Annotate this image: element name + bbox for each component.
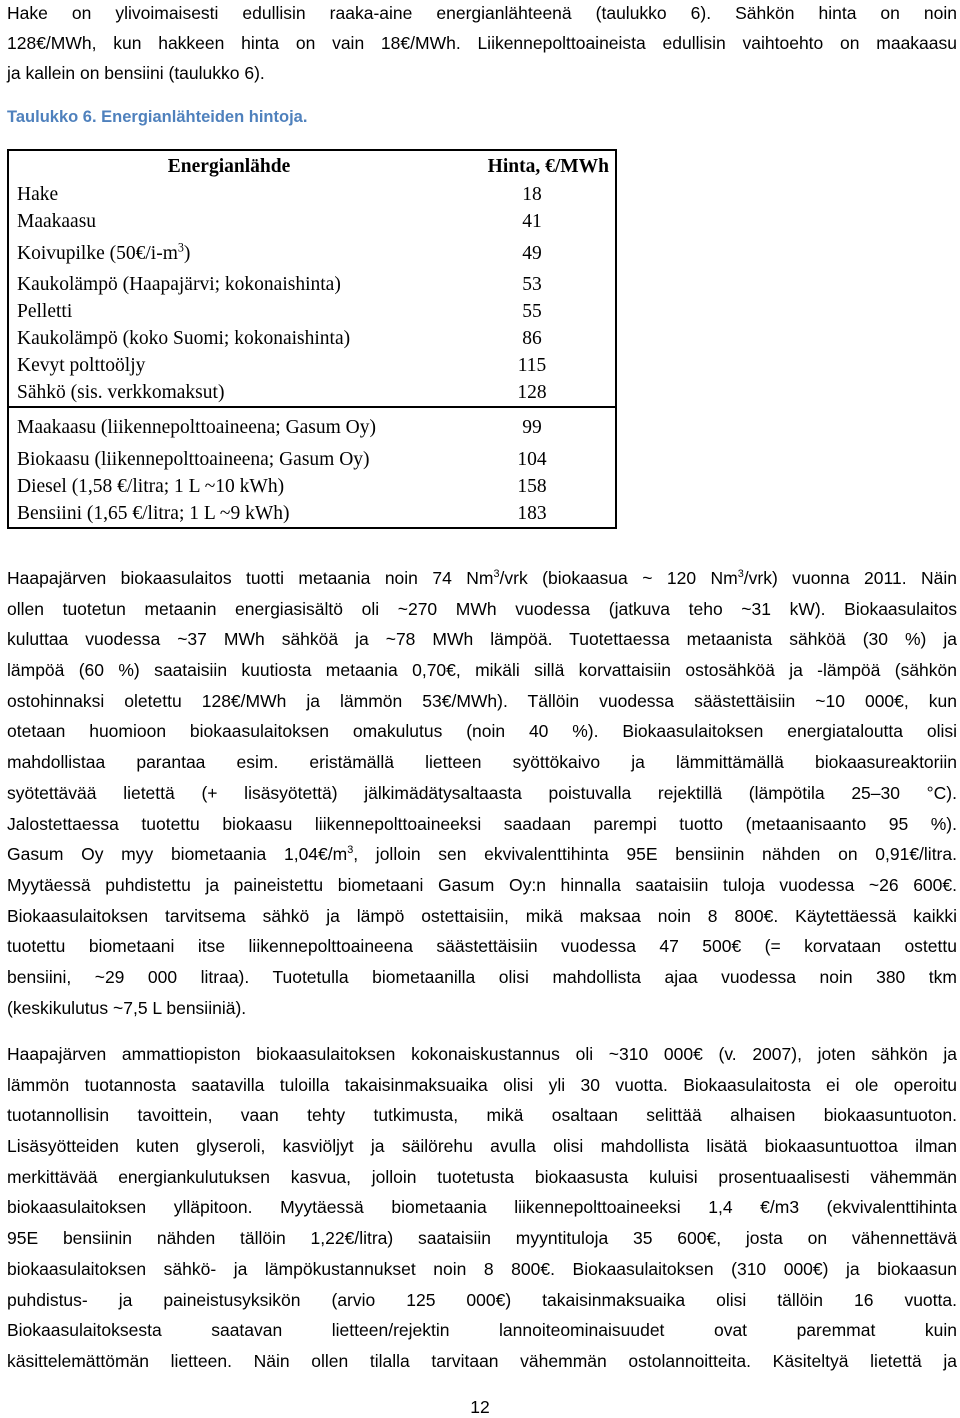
text-line: Biokaasulaitoksen tarvitsema sähkö ja lämpö ostettaisiin, mikä maksaa noin 8 800€. Käytettäessä kaikki bbox=[7, 905, 957, 926]
superscript: 3 bbox=[493, 568, 500, 581]
row-energy-source: Maakaasu (liikennepolttoaineena; Gasum Oy) bbox=[8, 407, 449, 446]
text-line: mahdollistaa parantaa esim. eristämällä lietteen syöttökaivo ja lämmittämällä biokaasureaktoriin bbox=[7, 752, 957, 773]
superscript: 3 bbox=[737, 568, 744, 581]
text-line: puhdistus- ja paineistusyksikön (arvio 125 000€) takaisinmaksuaika olisi tällöin 16 vuotta. bbox=[7, 1289, 957, 1310]
row-price: 158 bbox=[517, 476, 547, 497]
table-row bbox=[8, 473, 616, 500]
intro-paragraph bbox=[7, 0, 957, 90]
text-line: Jalostettaessa tuotettu biokaasu liikennepolttoaineeksi saadaan parempi tuotto (metaanisaanto 95 %). bbox=[7, 813, 957, 834]
row-energy-source: Hake bbox=[17, 184, 59, 205]
row-price: 18 bbox=[522, 184, 542, 205]
text-line: biokaasulaitoksen sähkö- ja lämpökustannukset noin 8 800€. Biokaasulaitoksen (310 000€) ja biokaasun bbox=[7, 1258, 957, 1279]
page-number: 12 bbox=[470, 1397, 490, 1417]
row-energy-source: Pelletti bbox=[17, 301, 73, 322]
text-line bbox=[7, 840, 957, 871]
text-line: bensiini, ~29 000 litraa). Tuotetulla biometaanilla olisi mahdollista ajaa vuodessa noin 380 tkm bbox=[7, 966, 957, 987]
text-line: (keskikulutus ~7,5 L bensiiniä). bbox=[7, 997, 247, 1018]
table-row bbox=[8, 181, 616, 208]
text-line: 95E bensiinin nähden tällöin 1,22€/litra) saataisiin myyntituloja 35 600€, josta on vähennettävä bbox=[7, 1228, 957, 1249]
row-energy-source: Diesel (1,58 €/litra; 1 L ~10 kWh) bbox=[17, 476, 285, 497]
text-line: ollen tuotetun metaanin energiasisältö oli ~270 MWh vuodessa (jatkuva teho ~31 kW). Biokaasulaitos bbox=[7, 598, 957, 619]
text-line: käsittelemättömän lietteen. Näin ollen tilalla tarvitaan vähemmän ostolannoitteita. Käsiteltyä lietettä ja bbox=[7, 1350, 957, 1371]
text-line: tuotannollisin tavoittein, vaan tehty tutkimusta, mikä osaltaan selittää alhaisen biokaasuntuoton. bbox=[7, 1105, 957, 1126]
biogas-production-paragraph bbox=[7, 564, 957, 1024]
row-energy-source bbox=[8, 235, 449, 271]
column-header-energy-source: Energianlähde bbox=[167, 155, 291, 177]
row-price: 128 bbox=[517, 382, 547, 403]
row-energy-source: Biokaasu (liikennepolttoaineena; Gasum Oy) bbox=[17, 449, 370, 470]
table-row bbox=[8, 446, 616, 473]
text-segment: /vrk (biokaasua ~ 120 Nm bbox=[499, 568, 738, 588]
table-row bbox=[8, 235, 616, 271]
text-segment: Gasum Oy myy biometaania 1,04€/m bbox=[7, 844, 348, 865]
text-line bbox=[7, 564, 957, 595]
text-line: Hake on ylivoimaisesti edullisin raaka-aine energianlähteenä (taulukko 6). Sähkön hinta on noin bbox=[7, 3, 957, 23]
text-line: tuotettu biometaani itse liikennepolttoaineena säästettäisiin vuodessa 47 500€ (= korvataan ostettu bbox=[7, 936, 957, 957]
superscript: 3 bbox=[177, 240, 184, 255]
row-energy-source: Kaukolämpö (Haapajärvi; kokonaishinta) bbox=[17, 274, 341, 295]
row-price: 115 bbox=[517, 355, 547, 376]
row-price: 104 bbox=[517, 449, 547, 470]
table-header-row bbox=[8, 150, 616, 181]
table-row bbox=[8, 407, 616, 446]
table-row bbox=[8, 379, 616, 407]
text-line: Biokaasulaitoksesta saatavan lietteen/rejektin lannoiteominaisuudet ovat paremmat kuin bbox=[7, 1320, 957, 1341]
row-price: 53 bbox=[522, 274, 542, 295]
table-row bbox=[8, 208, 616, 235]
table-row bbox=[8, 352, 616, 379]
text-segment: , jolloin sen ekvivalenttihinta 95E bensiinin nähden on 0,91€/litra. bbox=[353, 844, 957, 865]
row-energy-source: Sähkö (sis. verkkomaksut) bbox=[17, 382, 225, 403]
row-price: 99 bbox=[449, 407, 616, 446]
text-segment: Haapajärven biokaasulaitos tuotti metaania noin 74 Nm bbox=[7, 568, 494, 588]
row-energy-source-text: Koivupilke (50€/i-m bbox=[17, 243, 178, 264]
text-line: ja kallein on bensiini (taulukko 6). bbox=[7, 63, 265, 83]
text-line: kuluttaa vuodessa ~37 MWh sähköä ja ~78 MWh lämpöä. Tuotettaessa metaanista sähköä (30 %) ja bbox=[7, 629, 957, 650]
text-segment: /vrk) vuonna 2011. Näin bbox=[743, 568, 957, 588]
row-energy-source-text: ) bbox=[183, 243, 191, 264]
row-price: 49 bbox=[522, 243, 542, 264]
row-price: 55 bbox=[522, 301, 542, 322]
text-line: biokaasulaitoksen ylläpitoon. Myytäessä biometaania liikennepolttoaineeksi 1,4 €/m3 (ekvivalenttihinta bbox=[7, 1197, 957, 1218]
cost-paragraph bbox=[7, 1040, 957, 1378]
table-caption: Taulukko 6. Energianlähteiden hintoja. bbox=[7, 108, 308, 126]
text-line: merkittävää energiankulutuksen kasvua, jolloin tuotetusta biokaasusta kuluisi prosentuaalisesti vähemmän bbox=[7, 1166, 957, 1187]
text-line: otetaan huomioon biokaasulaitoksen omakulutus (noin 40 %). Biokaasulaitoksen energiataloutta olisi bbox=[7, 721, 957, 742]
table-row bbox=[8, 271, 616, 298]
text-line: Haapajärven ammattiopiston biokaasulaitoksen kokonaiskustannus oli ~310 000€ (v. 2007), joten sähkön ja bbox=[7, 1044, 957, 1064]
text-line: Myytäessä puhdistettu ja paineistettu biometaani Gasum Oy:n hinnalla saataisiin tuloja vuodessa ~26 600€. bbox=[7, 874, 957, 895]
row-price: 183 bbox=[517, 503, 547, 524]
table-row bbox=[8, 500, 616, 528]
text-line: syötettävää lietettä (+ lisäsyötettä) jälkimädätysaltaasta poistuvalla rejektillä (lämpötila 25–30 °C). bbox=[7, 782, 957, 803]
row-energy-source: Kevyt polttoöljy bbox=[17, 355, 146, 376]
column-header-price: Hinta, €/MWh bbox=[487, 155, 609, 177]
row-energy-source: Maakaasu bbox=[17, 211, 97, 232]
row-price: 86 bbox=[522, 328, 542, 349]
table-row bbox=[8, 325, 616, 352]
row-price: 41 bbox=[522, 211, 542, 232]
row-energy-source: Kaukolämpö (koko Suomi; kokonaishinta) bbox=[17, 328, 351, 349]
text-line: lämmön tuotannosta saatavilla tuloilla takaisinmaksuaika olisi yli 30 vuotta. Biokaasulaitosta ei ole operoitu bbox=[7, 1074, 957, 1095]
table-row bbox=[8, 298, 616, 325]
superscript: 3 bbox=[347, 844, 354, 857]
text-line: 128€/MWh, kun hakkeen hinta on vain 18€/MWh. Liikennepolttoaineista edullisin vaihtoehto on maakaasu bbox=[7, 33, 957, 53]
text-line: Lisäsyötteiden kuten glyseroli, kasviöljyt ja säilörehu avulla olisi mahdollista lisätä biokaasuntuottoa ilman bbox=[7, 1136, 957, 1157]
energy-price-table bbox=[7, 149, 617, 529]
text-line: lämpöä (60 %) saataisiin kuutiosta metaania 0,70€, mikäli sillä korvattaisiin ostosähköä ja -lämpöä (sähkön bbox=[7, 660, 957, 681]
row-energy-source: Bensiini (1,65 €/litra; 1 L ~9 kWh) bbox=[17, 503, 290, 524]
text-line: ostohinnaksi oletettu 128€/MWh ja lämmön 53€/MWh). Tällöin vuodessa säästettäisiin ~10 000€, kun bbox=[7, 690, 957, 711]
